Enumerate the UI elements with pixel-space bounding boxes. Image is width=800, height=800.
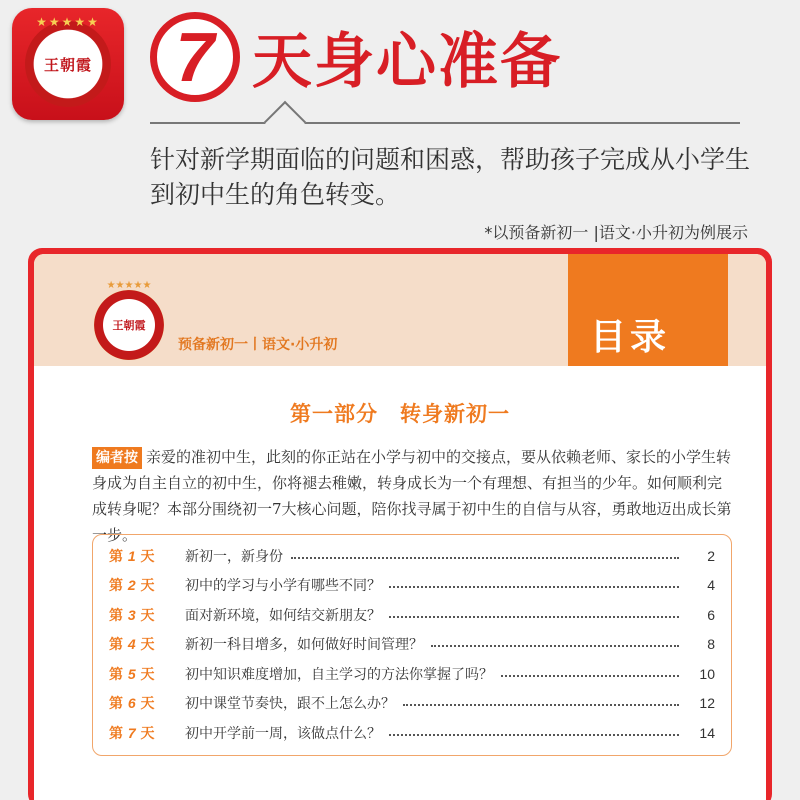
toc-topic: 初中课堂节奏快，跟不上怎么办？ (185, 696, 395, 713)
toc-topic: 新初一科目增多，如何做好时间管理？ (185, 637, 423, 654)
toc-row (109, 600, 715, 630)
brand-logo (12, 8, 124, 120)
toc-page: 14 (699, 724, 715, 741)
toc-leader (389, 578, 679, 588)
editor-note (92, 444, 732, 548)
toc-topic: 新初一，新身份 (185, 548, 283, 565)
toc-day: 第 1 天 (109, 547, 155, 565)
toc-leader (291, 549, 679, 559)
mini-brand-name: 王朝霞 (112, 319, 146, 332)
toc-page: 6 (707, 606, 715, 623)
toc-row (109, 541, 715, 571)
contents-title: 目录 (590, 317, 671, 358)
mini-stars-icon: ★★★★★ (106, 280, 152, 291)
toc-page: 2 (707, 547, 715, 564)
toc-row (109, 718, 715, 748)
toc-page: 12 (699, 695, 715, 712)
toc-leader (431, 637, 679, 647)
toc-topic: 面对新环境，如何结交新朋友？ (185, 607, 381, 624)
toc-leader (389, 726, 679, 736)
brand-name: 王朝霞 (43, 55, 92, 74)
toc-leader (501, 667, 679, 677)
divider-notch (264, 101, 306, 143)
title-divider (150, 122, 740, 124)
toc-topic: 初中开学前一周，该做点什么？ (185, 725, 381, 742)
toc-row (109, 689, 715, 719)
mini-brand-logo (94, 280, 164, 360)
toc-row (109, 571, 715, 601)
toc-page: 10 (699, 665, 715, 682)
editor-text: 亲爱的准初中生，此刻的你正站在小学与初中的交接点，要从依赖老师、家长的小学生转身成为自主自立的初中生，你将褪去稚嫩，转身成长为一个有理想、有担当的少年。如何顺利完成转身呢？本部分围绕初一7大核心问题，陪你找寻属于初中生的自信与从容，勇敢地迈出成长第一步。 (92, 448, 732, 544)
toc-topic: 初中知识难度增加，自主学习的方法你掌握了吗？ (185, 666, 493, 683)
toc-day: 第 4 天 (109, 636, 155, 654)
series-label: 预备新初一丨语文·小升初 (178, 337, 338, 353)
editor-badge: 编者按 (92, 447, 142, 469)
toc-day: 第 3 天 (109, 606, 155, 624)
toc-leader (403, 696, 679, 706)
page-title (150, 8, 562, 106)
toc-day: 第 5 天 (109, 665, 155, 683)
toc-topic: 初中的学习与小学有哪些不同？ (185, 578, 381, 595)
brand-seal (25, 15, 111, 107)
stars-icon: ★★★★★ (36, 15, 100, 29)
toc-day: 第 7 天 (109, 724, 155, 742)
book-inner (34, 254, 766, 800)
title-text: 天身心准备 (252, 27, 562, 97)
book-page (28, 248, 772, 800)
title-number: 7 (150, 12, 240, 102)
toc-day: 第 6 天 (109, 695, 155, 713)
toc-row (109, 630, 715, 660)
toc-box (92, 534, 732, 756)
example-note: *以预备新初一 |语文·小升初为例展示 (484, 223, 748, 242)
toc-leader (389, 608, 679, 618)
toc-page: 4 (707, 577, 715, 594)
toc-row (109, 659, 715, 689)
intro-text: 针对新学期面临的问题和困惑，帮助孩子完成从小学生到初中生的角色转变。 (150, 145, 751, 209)
toc-day: 第 2 天 (109, 577, 155, 595)
toc-page: 8 (707, 636, 715, 653)
part-title: 第一部分 转身新初一 (290, 402, 510, 426)
